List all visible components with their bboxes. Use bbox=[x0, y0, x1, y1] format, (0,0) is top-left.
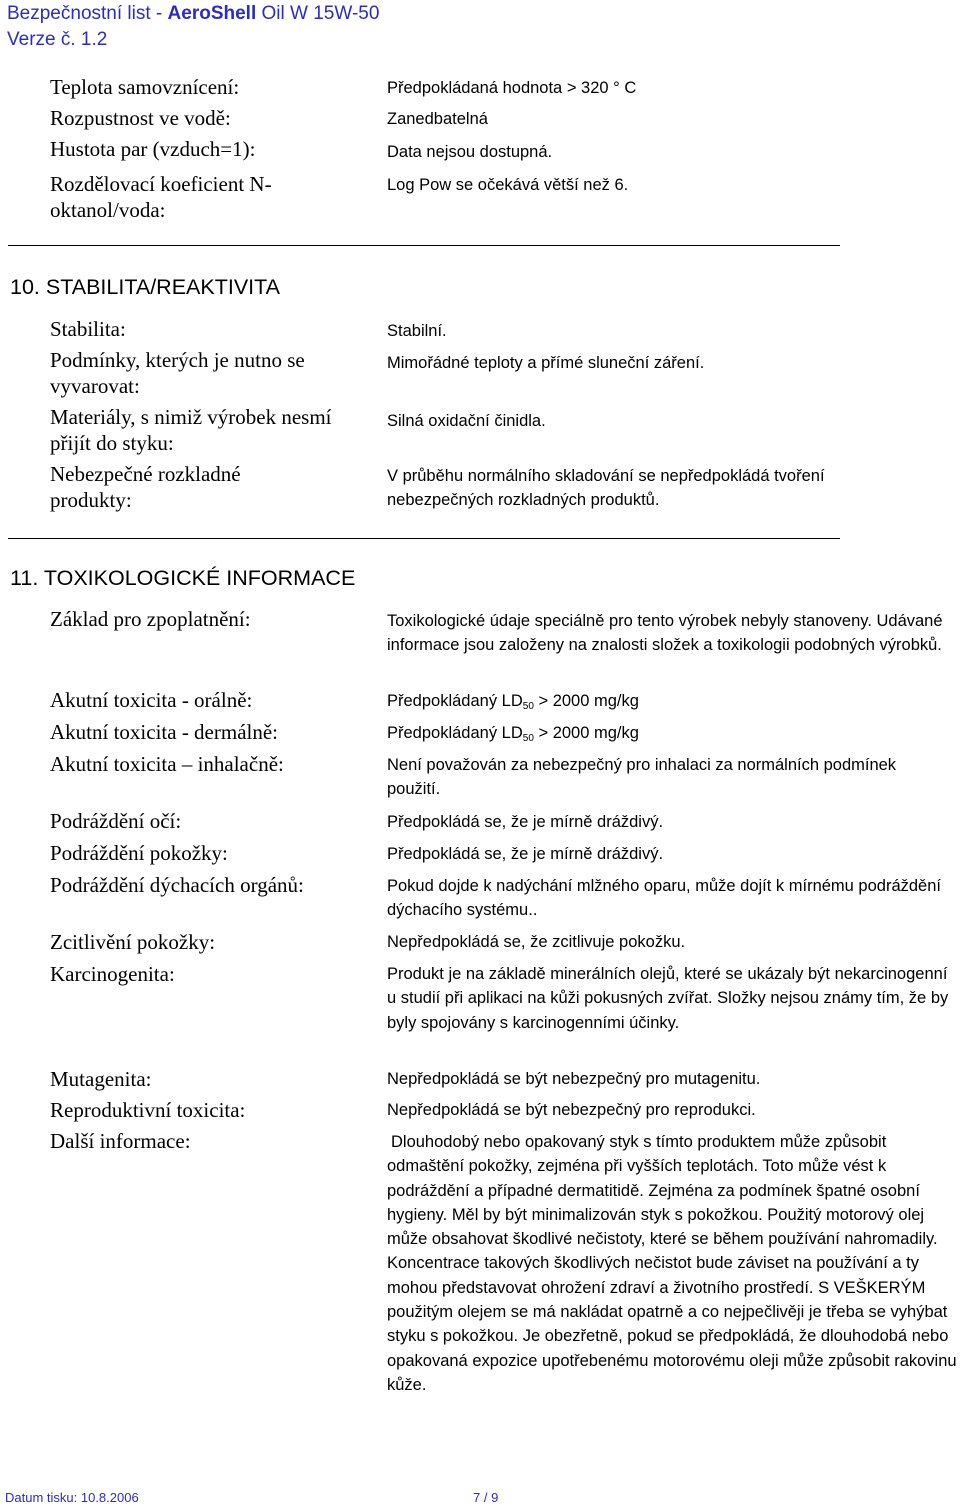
mutagenicity-value: Nepředpokládá se být nebezpečný pro mutagenitu. bbox=[387, 1070, 761, 1088]
page-number: 7 / 9 bbox=[473, 1490, 499, 1505]
carcinogenicity-label: Karcinogenita: bbox=[50, 962, 175, 986]
reproductive-toxicity-label: Reproduktivní toxicita: bbox=[50, 1098, 246, 1122]
acute-inhalation-value: Není považován za nebezpečný pro inhalaci za normálních podmínek použití. bbox=[387, 756, 897, 799]
ld-suffix: > 2000 mg/kg bbox=[533, 692, 639, 710]
skin-sensitisation-label: Zcitlivění pokožky: bbox=[50, 930, 216, 954]
acute-oral-label: Akutní toxicita - orálně: bbox=[50, 688, 253, 712]
property-label: Teplota samovznícení: bbox=[50, 75, 240, 99]
eye-irritation-value: Předpokládá se, že je mírně dráždivý. bbox=[387, 813, 664, 831]
acute-oral-value bbox=[387, 689, 639, 713]
conditions-to-avoid-value: Mimořádné teploty a přímé sluneční záření. bbox=[387, 354, 705, 372]
property-label: Rozpustnost ve vodě: bbox=[50, 106, 231, 130]
property-label: Hustota par (vzduch=1): bbox=[50, 137, 256, 161]
reproductive-toxicity-value: Nepředpokládá se být nebezpečný pro reprodukci. bbox=[387, 1101, 756, 1119]
section-10-heading: 10. STABILITA/REAKTIVITA bbox=[10, 275, 281, 299]
title-prefix: Bezpečnostní list - bbox=[7, 3, 168, 24]
section-11-heading: 11. TOXIKOLOGICKÉ INFORMACE bbox=[10, 566, 356, 590]
section-divider bbox=[8, 538, 840, 539]
property-value: Předpokládaná hodnota > 320 ° C bbox=[387, 79, 637, 97]
tox-basis-label: Základ pro zpoplatnění: bbox=[50, 607, 251, 631]
ld-subscript: 50 bbox=[522, 733, 534, 744]
document-title bbox=[7, 2, 379, 25]
ld-subscript: 50 bbox=[522, 701, 534, 712]
acute-inhalation-label: Akutní toxicita – inhalačně: bbox=[50, 752, 284, 776]
respiratory-irritation-label: Podráždění dýchacích orgánů: bbox=[50, 873, 304, 897]
incompatible-materials-label: Materiály, s nimiž výrobek nesmí přijít do styku: bbox=[50, 405, 332, 455]
property-label: Rozdělovací koeficient N-oktanol/voda: bbox=[50, 172, 272, 222]
acute-dermal-value bbox=[387, 721, 639, 745]
eye-irritation-label: Podráždění očí: bbox=[50, 809, 182, 833]
property-value: Data nejsou dostupná. bbox=[387, 143, 553, 161]
carcinogenicity-value: Produkt je na základě minerálních olejů, které se ukázaly být nekarcinogenní u studií při aplikaci na kůži pokusných zvířat. Složky nejsou známy tím, že by byly spojovány s karcinogenními účinky. bbox=[387, 965, 949, 1032]
document-version: Verze č. 1.2 bbox=[7, 29, 108, 50]
incompatible-materials-value: Silná oxidační činidla. bbox=[387, 412, 546, 430]
respiratory-irritation-value: Pokud dojde k nadýchání mlžného oparu, může dojít k mírnému podráždění dýchacího systému.. bbox=[387, 877, 941, 920]
further-information-label: Další informace: bbox=[50, 1129, 191, 1153]
tox-basis-value: Toxikologické údaje speciálně pro tento výrobek nebyly stanoveny. Udávané informace jsou založeny na znalosti složek a toxikologii podobných výrobků. bbox=[387, 612, 943, 655]
product-name: AeroShell bbox=[167, 3, 257, 24]
stability-label: Stabilita: bbox=[50, 317, 126, 341]
acute-dermal-label: Akutní toxicita - dermálně: bbox=[50, 720, 279, 744]
conditions-to-avoid-label: Podmínky, kterých je nutno se vyvarovat: bbox=[50, 348, 305, 398]
decomposition-products-label: Nebezpečné rozkladné produkty: bbox=[50, 462, 241, 512]
section-divider bbox=[8, 245, 840, 246]
skin-irritation-value: Předpokládá se, že je mírně dráždivý. bbox=[387, 845, 664, 863]
ld-prefix: Předpokládaný LD bbox=[387, 724, 523, 742]
ld-suffix: > 2000 mg/kg bbox=[533, 724, 639, 742]
property-value: Log Pow se očekává větší než 6. bbox=[387, 176, 629, 194]
product-suffix: Oil W 15W-50 bbox=[256, 3, 380, 24]
stability-value: Stabilní. bbox=[387, 322, 447, 340]
print-date: Datum tisku: 10.8.2006 bbox=[5, 1490, 139, 1505]
skin-sensitisation-value: Nepředpokládá se, že zcitlivuje pokožku. bbox=[387, 933, 686, 951]
skin-irritation-label: Podráždění pokožky: bbox=[50, 841, 228, 865]
property-value: Zanedbatelná bbox=[387, 110, 488, 128]
mutagenicity-label: Mutagenita: bbox=[50, 1067, 152, 1091]
decomposition-products-value: V průběhu normálního skladování se nepředpokládá tvoření nebezpečných rozkladných produktů. bbox=[387, 467, 825, 510]
ld-prefix: Předpokládaný LD bbox=[387, 692, 523, 710]
further-information-value: Dlouhodobý nebo opakovaný styk s tímto produktem může způsobit odmaštění pokožky, zejména při vyšších teplotách. Toto může vést k podráždění a případné dermatitidě. Zejména za podmínek špatné osobní hygieny. Měl by být minimalizován styk s pokožkou. Použitý motorový olej může obsahovat škodlivé nečistoty, které se během používání nahromadily. Koncentrace takových škodlivých nečistot bude záviset na používání a ty mohou představovat ohrožení zdraví a životního prostředí. S VEŠKERÝM použitým olejem se má nakládat opatrně a co nejpečlivěji je třeba se vyhýbat styku s pokožkou. Je obezřetně, pokud se předpokládá, že dlouhodobá nebo opakovaná expozice upotřebenému motorovému oleji může způsobit rakovinu kůže. bbox=[387, 1133, 957, 1394]
